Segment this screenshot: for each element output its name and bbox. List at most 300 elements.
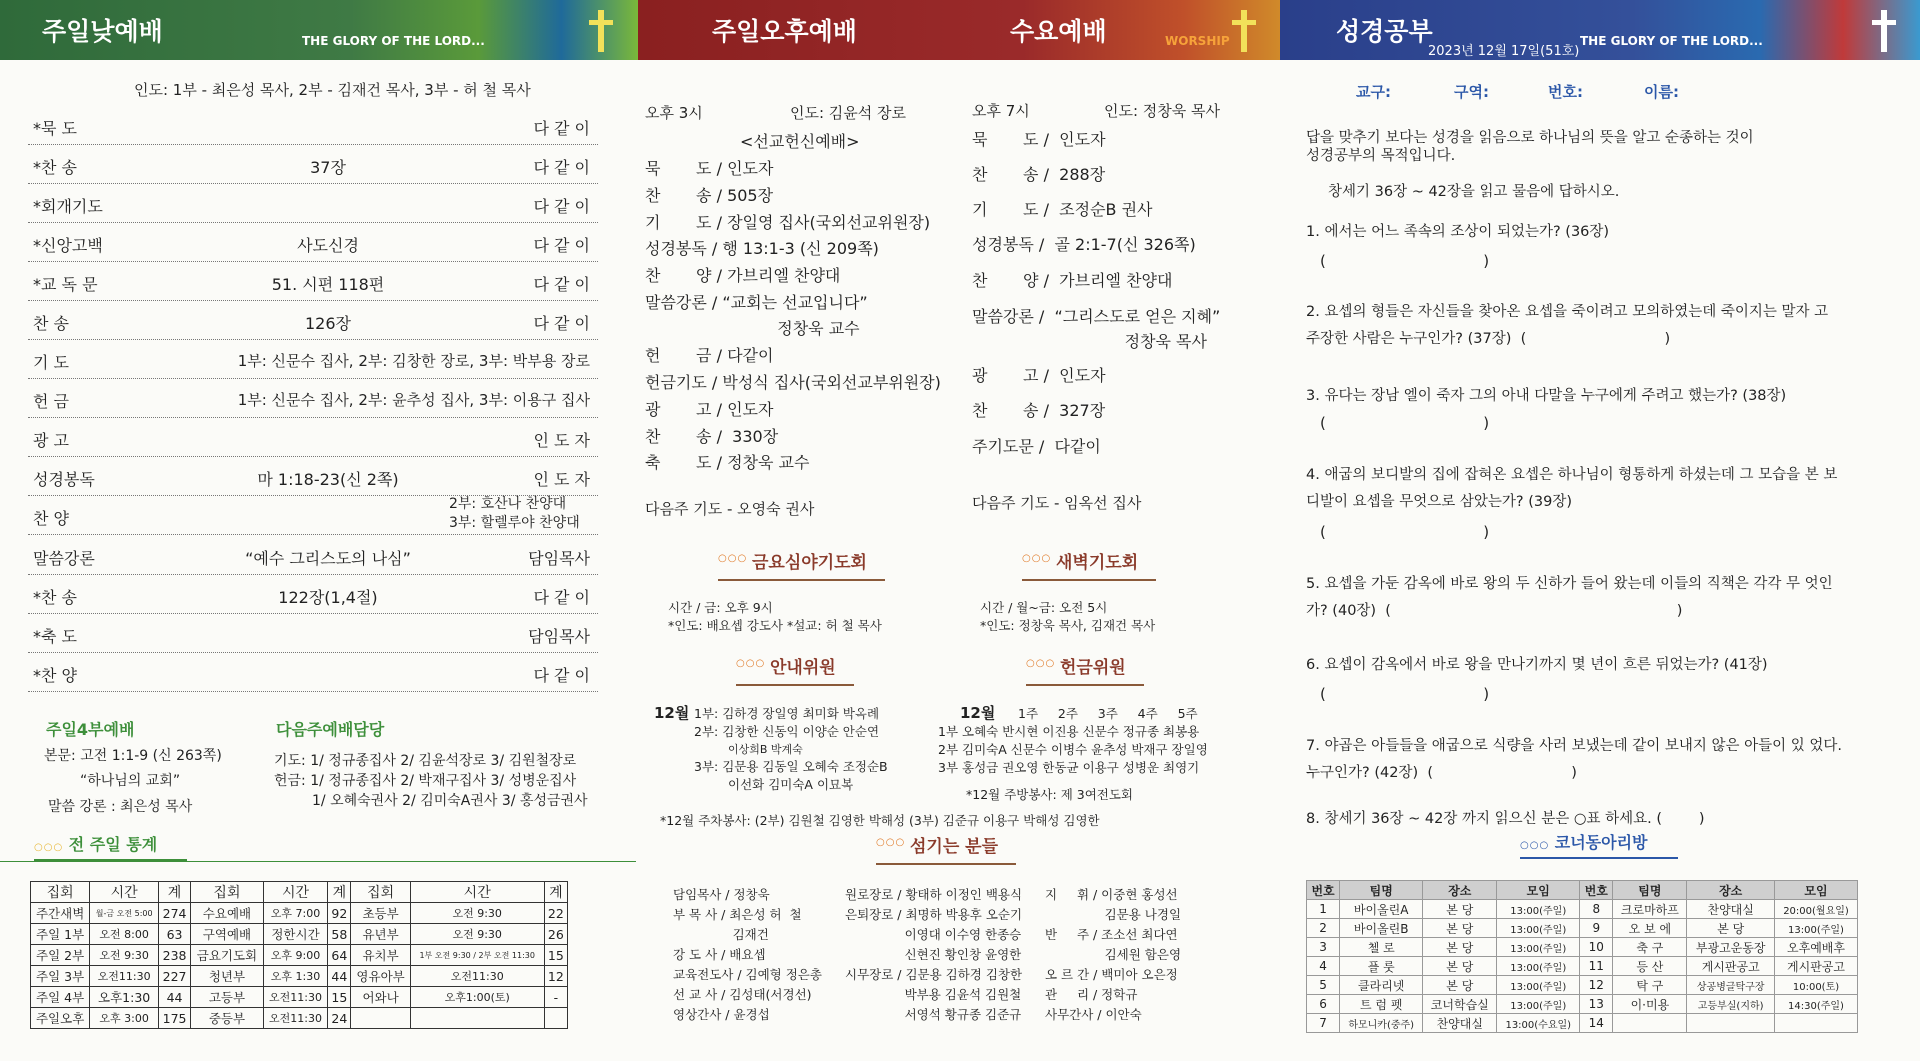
- club-header-cell: 번호: [1307, 881, 1340, 900]
- stats-cell: [410, 1008, 544, 1029]
- stats-cell: 오전 9:30: [410, 924, 544, 945]
- club-cell: 7: [1307, 1014, 1340, 1033]
- order-item: *축 도: [33, 627, 77, 646]
- fourth-service-title: 주일4부예배: [46, 720, 135, 739]
- order-row: [28, 223, 598, 262]
- order-line: 찬 송 / 330장: [645, 427, 779, 446]
- club-cell: 하모니카(중주): [1340, 1014, 1423, 1033]
- club-cell: 11: [1580, 957, 1613, 976]
- club-cell: 14: [1580, 1014, 1613, 1033]
- club-cell: 찬양대실: [1423, 1014, 1497, 1033]
- club-cell: 14:30(주일): [1775, 995, 1858, 1014]
- banner-subtitle: THE GLORY OF THE LORD...: [1580, 34, 1763, 48]
- banner-afternoon: [638, 0, 1280, 60]
- order-person: 인 도 자: [533, 470, 590, 489]
- question-8: 8. 창세기 36장 ~ 42장 까지 읽으신 분은 ○표 하세요. ( ): [1306, 811, 1705, 827]
- order-person: 다 같 이: [533, 197, 590, 216]
- banner-subtitle: THE GLORY OF THE LORD...: [302, 34, 485, 48]
- order-person: 다 같 이: [533, 314, 590, 333]
- server-line: 선 교 사 / 김성태(서경선): [673, 987, 812, 1002]
- order-item: *묵 도: [33, 119, 77, 138]
- stats-cell: 1부 오전 9:30 / 2부 오전 11:30: [410, 945, 544, 966]
- study-range: 창세기 36장 ~ 42장을 읽고 물음에 답하시오.: [1328, 184, 1620, 200]
- order-line: 찬 송 / 327장: [972, 401, 1106, 420]
- club-cell: 13: [1580, 995, 1613, 1014]
- stats-cell: 12: [544, 966, 567, 987]
- club-cell: 20:00(월요일): [1775, 900, 1858, 919]
- order-content: 122장(1,4절): [278, 588, 378, 607]
- stats-cell: 오전 9:30: [90, 945, 159, 966]
- ushers-1: 1부: 김하경 장일영 최미화 박옥례: [694, 706, 880, 721]
- club-cell: 고등부실(지하): [1687, 995, 1775, 1014]
- dots-icon: ○○○: [1520, 840, 1550, 851]
- stats-cell: 월-금 오전 5:00: [90, 903, 159, 924]
- offering-month: 12월: [960, 704, 996, 722]
- club-cell: 크로마하프: [1613, 900, 1687, 919]
- question-2: 2. 요셉의 형들은 자신들을 찾아온 요셉을 죽이려고 모의하였는데 죽이지는 말자 고 주장한 사람은 누구인가? (37장) ( ): [1306, 304, 1833, 347]
- order-item: 광 고: [33, 431, 69, 450]
- afternoon-leader: 인도: 김윤석 장로: [790, 104, 907, 122]
- club-cell: 8: [1580, 900, 1613, 919]
- order-content: 126장: [305, 314, 351, 333]
- order-row: [28, 262, 598, 301]
- stats-table: [30, 881, 568, 1029]
- server-line: 서영석 황규종 김준규: [845, 1007, 1022, 1022]
- friday-time: 시간 / 금: 오후 9시: [668, 600, 773, 615]
- stats-cell: 15: [544, 945, 567, 966]
- server-line: 이영대 이수영 한종승: [845, 927, 1022, 942]
- dots-icon: ○○○: [1026, 658, 1056, 669]
- next-week-offering-2: 1/ 오혜숙권사 2/ 김미숙A권사 3/ 홍성금권사: [312, 793, 588, 809]
- stats-cell: 구역예배: [191, 924, 264, 945]
- stats-header-cell: 계: [159, 882, 191, 903]
- stats-header-cell: 집회: [191, 882, 264, 903]
- club-cell: 본 당: [1423, 957, 1497, 976]
- question-3: 3. 유다는 장남 엘이 죽자 그의 아내 다말을 누구에게 주려고 했는가? (38장): [1306, 388, 1787, 404]
- server-line: 오 르 간 / 백미아 오은정: [1045, 967, 1178, 982]
- club-cell: 바이올린B: [1340, 919, 1423, 938]
- offering-title: 헌금위원: [1060, 658, 1126, 678]
- cross-icon: [1241, 10, 1247, 52]
- order-line: 광 고 / 인도자: [972, 366, 1106, 385]
- order-line: 기 도 / 장일영 집사(국외선교위원장): [645, 213, 931, 232]
- club-cell: 트 럼 펫: [1340, 995, 1423, 1014]
- afternoon-next-prayer: 다음주 기도 - 오영숙 권사: [645, 500, 815, 518]
- stats-cell: 주일 2부: [31, 945, 90, 966]
- order-line: 찬 양 / 가브리엘 찬양대: [645, 266, 841, 285]
- club-cell: 13:00(주일): [1497, 957, 1580, 976]
- order-line: 말씀강론 / “그리스도로 얻은 지혜”: [972, 307, 1221, 326]
- order-item: 성경봉독: [33, 470, 95, 489]
- table-row: [1307, 957, 1858, 976]
- order-row: [28, 575, 598, 614]
- club-cell: 오 보 에: [1613, 919, 1687, 938]
- servers-heading: [876, 832, 1016, 865]
- server-line: 반 주 / 조소선 최다연: [1045, 927, 1178, 942]
- stats-cell: 44: [328, 966, 351, 987]
- stats-cell: 초등부: [351, 903, 410, 924]
- stats-cell: 오후1:00(토): [410, 987, 544, 1008]
- order-content: “예수 그리스도의 나심”: [245, 549, 411, 568]
- offering-2: 2부 김미숙A 신문수 이병수 윤추성 박재구 장일영: [938, 742, 1208, 757]
- server-line: 지 휘 / 이중현 홍성선: [1045, 887, 1178, 902]
- stats-header-cell: 시간: [90, 882, 159, 903]
- server-line: 신현진 황인창 윤영한: [845, 947, 1022, 962]
- club-cell: 2: [1307, 919, 1340, 938]
- order-item: *교 독 문: [33, 275, 98, 294]
- stats-title-text: 전 주일 통계: [68, 835, 158, 854]
- order-line: 헌 금 / 다같이: [645, 346, 774, 365]
- stats-cell: 26: [544, 924, 567, 945]
- order-line: 성경봉독 / 골 2:1-7(신 326쪽): [972, 235, 1196, 254]
- club-cell: 첼 로: [1340, 938, 1423, 957]
- next-week-offering: 헌금: 1/ 정규종집사 2/ 박재구집사 3/ 성병운집사: [274, 773, 577, 789]
- stats-cell: 영유아부: [351, 966, 410, 987]
- order-line: 성경봉독 / 행 13:1-3 (신 209쪽): [645, 239, 879, 258]
- order-line: 광 고 / 인도자: [645, 400, 774, 419]
- banner-title-afternoon: 주일오후예배: [712, 17, 857, 46]
- order-line: 찬 송 / 505장: [645, 186, 774, 205]
- stats-cell: 주간새벽: [31, 903, 90, 924]
- stats-cell: 오전11:30: [263, 987, 327, 1008]
- banner-title: 성경공부: [1336, 17, 1433, 46]
- club-header-cell: 팀명: [1340, 881, 1423, 900]
- question-5: 5. 요셉을 가둔 감옥에 바로 왕의 두 신하가 들어 왔는데 이들의 직책은 각각 무 엇인가? (40장) ( ): [1306, 576, 1833, 619]
- banner-date: 2023년 12월 17일(51호): [1428, 44, 1580, 59]
- stats-cell: -: [544, 987, 567, 1008]
- club-cell: 13:00(주일): [1497, 938, 1580, 957]
- answer-blank-6[interactable]: ( ): [1320, 685, 1490, 703]
- stats-cell: 금요기도회: [191, 945, 264, 966]
- offering-heading: [1026, 653, 1144, 686]
- stats-cell: 고등부: [191, 987, 264, 1008]
- order-content: 51. 시편 118편: [271, 275, 385, 294]
- order-row: [28, 340, 598, 379]
- stats-cell: 오후 1:30: [263, 966, 327, 987]
- club-header-cell: 모임: [1775, 881, 1858, 900]
- stats-cell: 24: [328, 1008, 351, 1029]
- dots-icon: ○○○: [736, 658, 766, 669]
- kitchen-volunteers: *12월 주방봉사: 제 3여전도회: [966, 787, 1133, 802]
- offering-3: 3부 홍성금 권오영 한동균 이용구 성병운 최영기: [938, 760, 1200, 775]
- club-cell: 오후예배후: [1775, 938, 1858, 957]
- order-row: [28, 145, 598, 184]
- ushers-month: 12월: [654, 704, 690, 722]
- order-item: *찬 송: [33, 158, 77, 177]
- order-content: 37장: [310, 158, 346, 177]
- afternoon-time: 오후 3시: [645, 104, 703, 122]
- dawn-prayer-heading: [1022, 548, 1156, 581]
- answer-blank-4[interactable]: ( ): [1320, 523, 1490, 541]
- order-row: [28, 457, 598, 496]
- stats-cell: 중등부: [191, 1008, 264, 1029]
- club-cell: 클라리넷: [1340, 976, 1423, 995]
- table-row: [31, 924, 568, 945]
- dawn-title: 새벽기도회: [1056, 553, 1139, 573]
- order-item: 찬 양: [33, 509, 69, 528]
- order-item: 말씀강론: [33, 549, 95, 568]
- ushers-title: 안내위원: [770, 658, 836, 678]
- club-cell: 13:00(주일): [1497, 976, 1580, 995]
- order-person: 인 도 자: [533, 431, 590, 450]
- ushers-2b: 이상희B 박계숙: [728, 743, 803, 756]
- stats-cell: 오전11:30: [263, 1008, 327, 1029]
- praise-choir-2: 2부: 호산나 찬양대: [449, 496, 567, 512]
- stats-cell: 22: [544, 903, 567, 924]
- order-line: 정창욱 목사: [972, 332, 1207, 351]
- order-line: 정창욱 교수: [645, 319, 860, 338]
- stats-cell: 15: [328, 987, 351, 1008]
- order-person: 다 같 이: [533, 588, 590, 607]
- club-cell: 13:00(주일): [1497, 995, 1580, 1014]
- stats-cell: 수요예배: [191, 903, 264, 924]
- order-item: *찬 양: [33, 666, 77, 685]
- dots-icon: ○○○: [34, 842, 64, 853]
- stats-cell: 주일 4부: [31, 987, 90, 1008]
- stats-header-cell: 집회: [351, 882, 410, 903]
- order-line: 기 도 / 조정순B 권사: [972, 200, 1153, 219]
- server-line: 강 도 사 / 배요셉: [673, 947, 766, 962]
- club-cell: 게시판공고: [1687, 957, 1775, 976]
- stats-cell: 오전 8:00: [90, 924, 159, 945]
- server-line: 박부용 김윤석 김원철: [845, 987, 1022, 1002]
- stats-cell: 주일오후: [31, 1008, 90, 1029]
- table-row: [1307, 1014, 1858, 1033]
- answer-blank-1[interactable]: ( ): [1320, 252, 1490, 270]
- order-row: [28, 418, 598, 457]
- friday-leaders: *인도: 배요셉 강도사 *설교: 허 철 목사: [668, 618, 882, 633]
- stats-cell: 64: [328, 945, 351, 966]
- banner-study: [1280, 0, 1920, 60]
- offering-weeks: 1주 2주 3주 4주 5주: [1018, 706, 1198, 721]
- wednesday-time: 오후 7시: [972, 102, 1030, 120]
- dots-icon: ○○○: [1022, 553, 1052, 564]
- stats-cell: 63: [159, 924, 191, 945]
- praise-choir-3: 3부: 할렐루야 찬양대: [449, 515, 580, 531]
- stats-cell: 주일 3부: [31, 966, 90, 987]
- club-cell: 9: [1580, 919, 1613, 938]
- club-header-cell: 팀명: [1613, 881, 1687, 900]
- stats-cell: 오후 3:00: [90, 1008, 159, 1029]
- table-row: [1307, 976, 1858, 995]
- stats-header-cell: 시간: [263, 882, 327, 903]
- table-row: [31, 945, 568, 966]
- question-1: 1. 에서는 어느 족속의 조상이 되었는가? (36장): [1306, 224, 1610, 240]
- server-line: 부 목 사 / 최은성 허 철: [673, 907, 802, 922]
- server-line: 관 리 / 정학규: [1045, 987, 1138, 1002]
- club-cell: 본 당: [1687, 919, 1775, 938]
- table-row: [1307, 995, 1858, 1014]
- order-row: [28, 184, 598, 223]
- club-cell: 플 룻: [1340, 957, 1423, 976]
- stats-cell: 정한시간: [263, 924, 327, 945]
- stats-cell: 유치부: [351, 945, 410, 966]
- club-cell: 4: [1307, 957, 1340, 976]
- server-line: 김세원 함은영: [1045, 947, 1182, 962]
- server-line: 김재건: [673, 927, 769, 942]
- friday-title: 금요심야기도회: [752, 553, 867, 573]
- stats-cell: 92: [328, 903, 351, 924]
- order-content: 마 1:18-23(신 2쪽): [257, 470, 399, 489]
- fourth-sermon-title: “하나님의 교회”: [80, 773, 181, 789]
- study-field-label: 이름:: [1644, 83, 1679, 101]
- club-cell: 본 당: [1423, 938, 1497, 957]
- banner-subtitle: WORSHIP: [1165, 34, 1230, 48]
- study-field-label: 구역:: [1454, 83, 1489, 101]
- stats-cell: 주일 1부: [31, 924, 90, 945]
- fourth-preacher: 말씀 강론 : 최은성 목사: [48, 799, 193, 815]
- order-item: 기 도: [33, 353, 69, 372]
- club-cell: 13:00(주일): [1497, 919, 1580, 938]
- ushers-3: 3부: 김문용 김동일 오혜숙 조정순B: [694, 759, 888, 774]
- wednesday-next-prayer: 다음주 기도 - 임옥선 집사: [972, 494, 1142, 512]
- afternoon-subtitle: <선교헌신예배>: [740, 132, 860, 151]
- answer-blank-3[interactable]: ( ): [1320, 414, 1490, 432]
- server-line: 영상간사 / 윤경섭: [673, 1007, 770, 1022]
- club-cell: 본 당: [1423, 976, 1497, 995]
- table-row: [1307, 919, 1858, 938]
- club-cell: 13:00(수요일): [1497, 1014, 1580, 1033]
- order-person: 다 같 이: [533, 236, 590, 255]
- club-cell: [1613, 1014, 1687, 1033]
- order-person: 다 같 이: [533, 158, 590, 177]
- club-cell: 게시판공고: [1775, 957, 1858, 976]
- server-line: 시무장로 / 김문용 김하경 김창한: [845, 967, 1023, 982]
- club-cell: 13:00(주일): [1775, 919, 1858, 938]
- club-cell: [1687, 1014, 1775, 1033]
- order-row: [28, 301, 598, 340]
- order-row: [28, 106, 598, 145]
- stats-cell: 227: [159, 966, 191, 987]
- ushers-3b: 이선화 김미숙A 이묘복: [728, 777, 854, 792]
- stats-cell: 175: [159, 1008, 191, 1029]
- club-title: 코너동아리방: [1554, 833, 1648, 852]
- order-item: *회개기도: [33, 197, 103, 216]
- club-cell: 6: [1307, 995, 1340, 1014]
- question-4: 4. 애굽의 보디발의 집에 잡혀온 요셉은 하나님이 형통하게 하셨는데 그 모습을 본 보디발이 요셉을 무엇으로 삼았는가? (39장): [1306, 467, 1838, 510]
- order-content: 사도신경: [297, 236, 359, 255]
- club-cell: 코너학습실: [1423, 995, 1497, 1014]
- study-field-label: 번호:: [1548, 83, 1583, 101]
- club-cell: 5: [1307, 976, 1340, 995]
- club-cell: 본 당: [1423, 900, 1497, 919]
- friday-prayer-heading: [718, 548, 885, 581]
- table-row: [1307, 900, 1858, 919]
- fourth-text: 본문: 고전 1:1-9 (신 263쪽): [44, 748, 222, 764]
- stats-cell: 유년부: [351, 924, 410, 945]
- order-line: 묵 도 / 인도자: [645, 159, 774, 178]
- table-row: [31, 966, 568, 987]
- order-person: 다 같 이: [533, 666, 590, 685]
- stats-cell: 58: [328, 924, 351, 945]
- order-line: 말씀강론 / “교회는 선교입니다”: [645, 293, 868, 312]
- banner-sunday: [0, 0, 638, 60]
- study-intro-1: 답을 맞추기 보다는 성경을 읽음으로 하나님의 뜻을 알고 순종하는 것이: [1306, 130, 1754, 146]
- study-intro-2: 성경공부의 목적입니다.: [1306, 148, 1456, 164]
- club-header-cell: 장소: [1687, 881, 1775, 900]
- stats-header-cell: 계: [328, 882, 351, 903]
- club-header-row: [1307, 881, 1858, 900]
- cross-icon: [1881, 10, 1887, 52]
- server-line: 사무간사 / 이안숙: [1045, 1007, 1142, 1022]
- stats-cell: 44: [159, 987, 191, 1008]
- order-row: [28, 614, 598, 653]
- order-row: [28, 653, 598, 692]
- stats-header-cell: 계: [544, 882, 567, 903]
- sunday-leaders: 인도: 1부 - 최은성 목사, 2부 - 김재건 목사, 3부 - 허 철 목사: [134, 81, 531, 99]
- table-row: [31, 903, 568, 924]
- stats-cell: 어와나: [351, 987, 410, 1008]
- dawn-leaders: *인도: 정창욱 목사, 김재건 목사: [980, 618, 1156, 633]
- club-header-cell: 모임: [1497, 881, 1580, 900]
- club-cell: 바이올린A: [1340, 900, 1423, 919]
- server-line: 은퇴장로 / 최명하 박용후 오순기: [845, 907, 1023, 922]
- stats-header-cell: 시간: [410, 882, 544, 903]
- banner-title: 주일낮예배: [42, 17, 163, 46]
- club-cell: 1: [1307, 900, 1340, 919]
- stats-underline: [0, 861, 636, 862]
- stats-cell: [544, 1008, 567, 1029]
- club-cell: 본 당: [1423, 919, 1497, 938]
- club-heading: [1520, 830, 1678, 859]
- club-cell: 상공병글탁구장: [1687, 976, 1775, 995]
- order-person: 1부: 신문수 집사, 2부: 김창한 장로, 3부: 박부용 장로: [237, 352, 590, 370]
- study-field-label: 교구:: [1356, 83, 1391, 101]
- stats-cell: 청년부: [191, 966, 264, 987]
- dots-icon: ○○○: [876, 837, 906, 848]
- order-item: 찬 송: [33, 314, 69, 333]
- cross-icon: [598, 10, 604, 52]
- club-cell: 찬양대실: [1687, 900, 1775, 919]
- order-line: 헌금기도 / 박성식 집사(국외선교부위원장): [645, 373, 941, 392]
- order-line: 축 도 / 정창욱 교수: [645, 453, 810, 472]
- next-week-title: 다음주예배담당: [276, 720, 385, 739]
- order-line: 찬 양 / 가브리엘 찬양대: [972, 271, 1173, 290]
- club-table: [1306, 880, 1858, 1033]
- club-header-cell: 장소: [1423, 881, 1497, 900]
- stats-cell: 오전11:30: [410, 966, 544, 987]
- stats-cell: 오후 7:00: [263, 903, 327, 924]
- ushers-2: 2부: 김창한 신동익 이양순 안순연: [694, 724, 880, 739]
- stats-cell: 오후1:30: [90, 987, 159, 1008]
- club-cell: 13:00(주일): [1497, 900, 1580, 919]
- club-cell: 10: [1580, 938, 1613, 957]
- order-person: 다 같 이: [533, 275, 590, 294]
- order-line: 묵 도 / 인도자: [972, 130, 1106, 149]
- stats-cell: [351, 1008, 410, 1029]
- order-row: [28, 536, 598, 575]
- server-line: 김문용 나경일: [1045, 907, 1182, 922]
- ushers-heading: [736, 653, 854, 686]
- stats-header-row: [31, 882, 568, 903]
- club-cell: 3: [1307, 938, 1340, 957]
- order-row: [28, 379, 598, 418]
- order-line: 주기도문 / 다같이: [972, 437, 1101, 456]
- stats-cell: 오전 9:30: [410, 903, 544, 924]
- club-cell: 12: [1580, 976, 1613, 995]
- order-person: 1부: 신문수 집사, 2부: 윤추성 집사, 3부: 이용구 집사: [237, 391, 590, 409]
- dots-icon: ○○○: [718, 553, 748, 564]
- server-line: 원로장로 / 황태하 이정인 백용식: [845, 887, 1023, 902]
- stats-header-cell: 집회: [31, 882, 90, 903]
- stats-cell: 오전11:30: [90, 966, 159, 987]
- club-cell: 이·미용: [1613, 995, 1687, 1014]
- dawn-time: 시간 / 월~금: 오전 5시: [980, 600, 1108, 615]
- order-person: 담임목사: [528, 549, 590, 568]
- club-cell: 부광고운동장: [1687, 938, 1775, 957]
- question-6: 6. 요셉이 감옥에서 바로 왕을 만나기까지 몇 년이 흐른 뒤었는가? (41장): [1306, 657, 1768, 673]
- stats-cell: 274: [159, 903, 191, 924]
